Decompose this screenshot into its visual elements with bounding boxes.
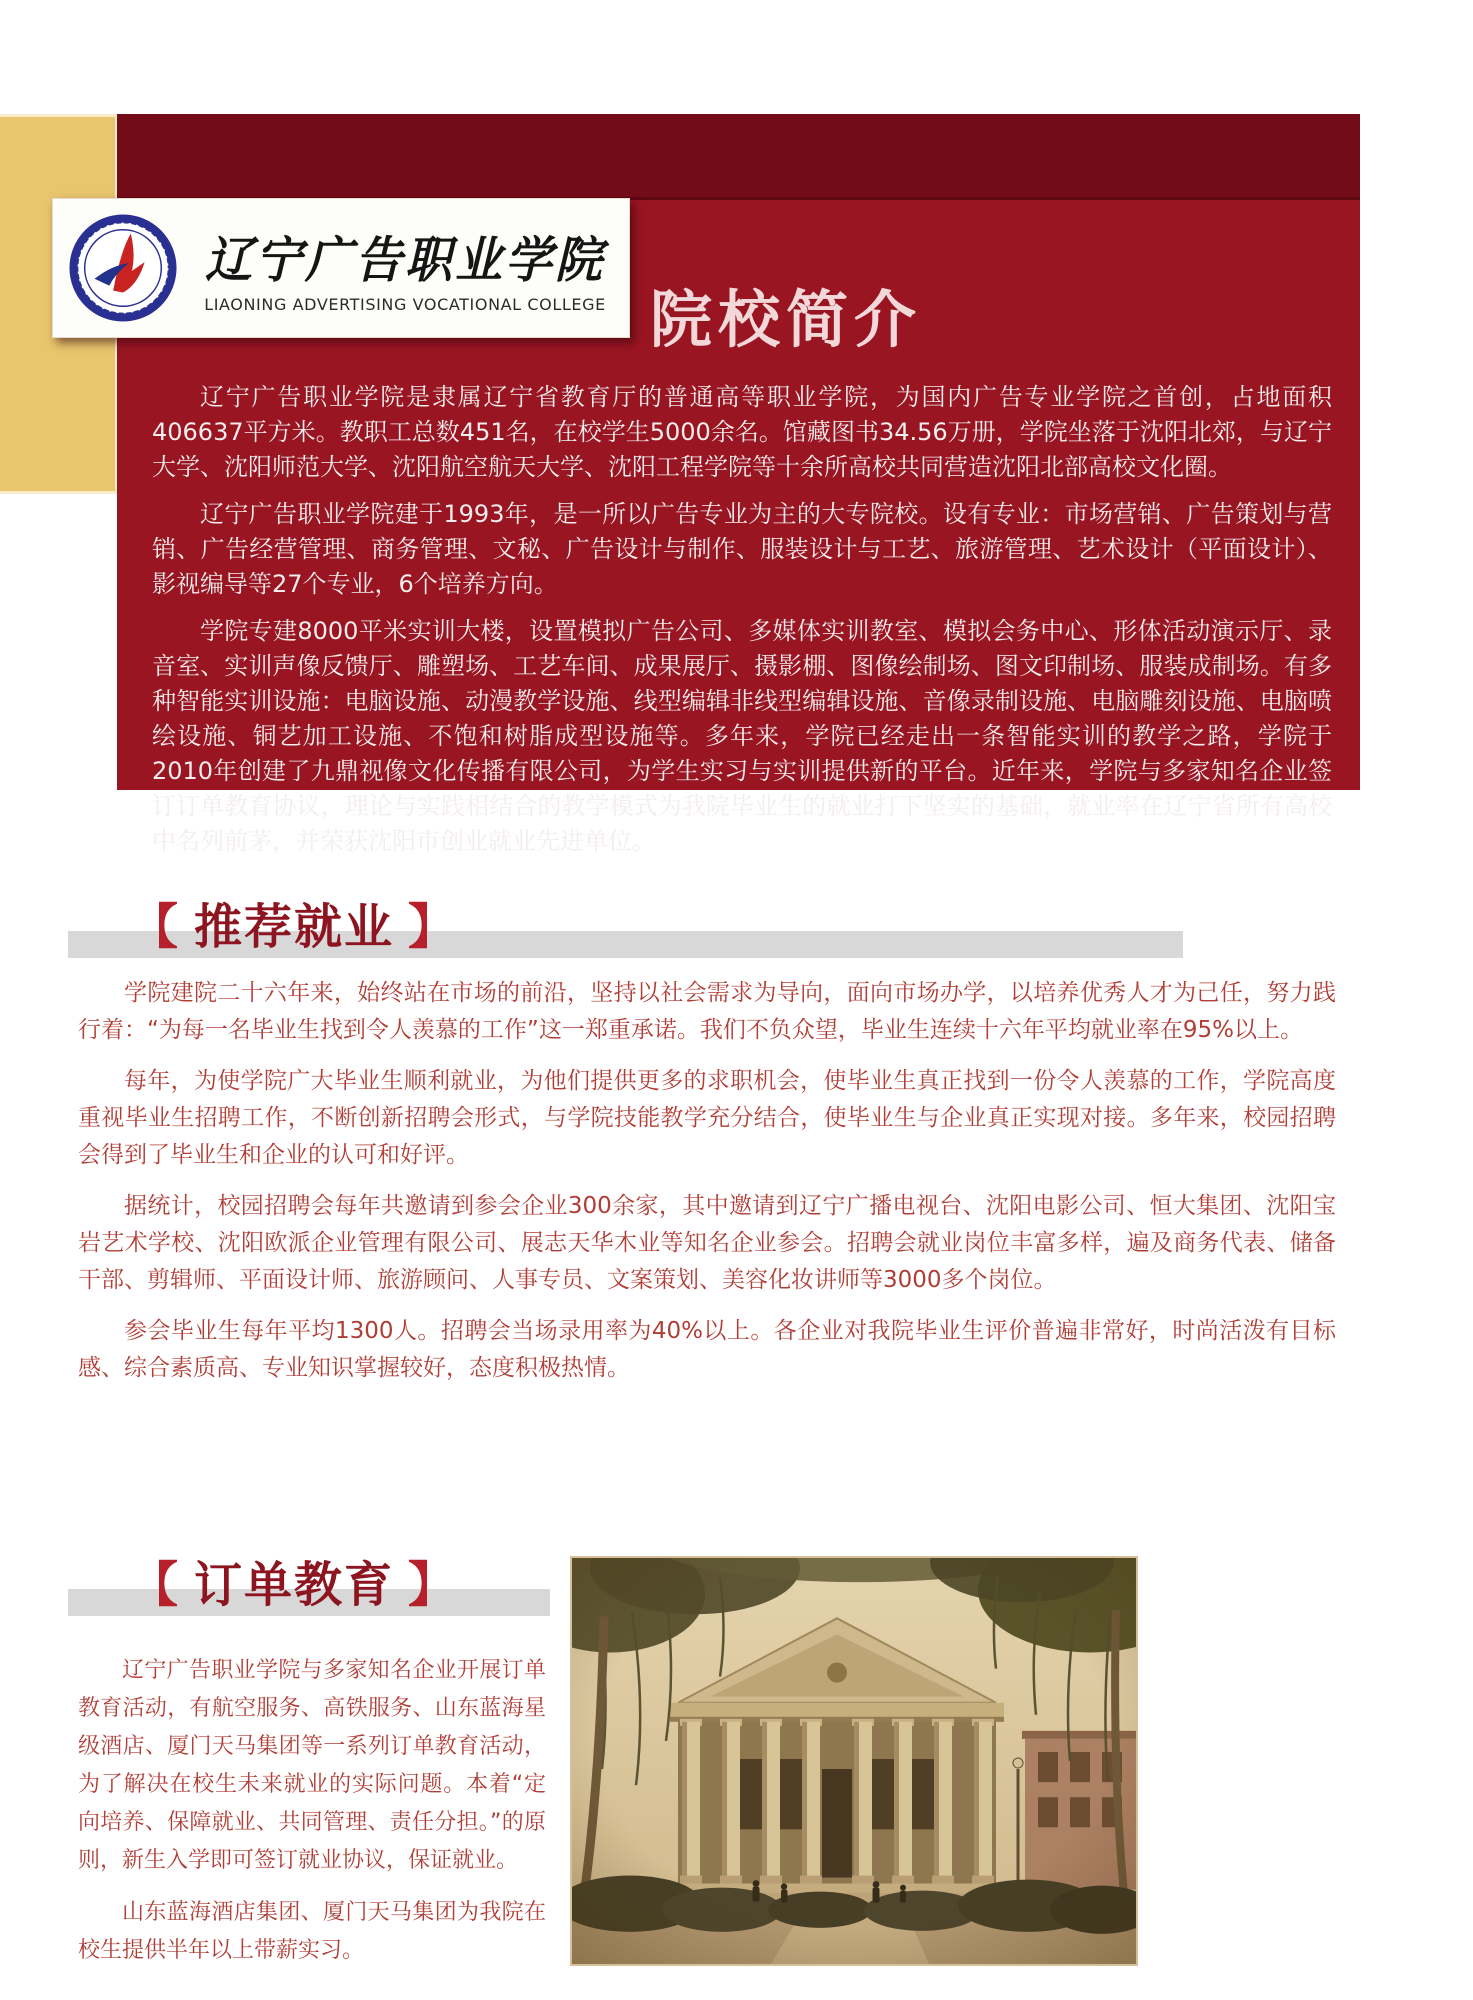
employment-paragraph-1: 学院建院二十六年来，始终站在市场的前沿，坚持以社会需求为导向，面向市场办学，以培养优秀人才为己任，努力践行着：“为每一名毕业生找到令人羡慕的工作”这一郑重承诺。我们不负众望，毕业生连续十六年平均就业率在95%以上。 [78,980,1336,1043]
order-education-paragraph-1: 辽宁广告职业学院与多家知名企业开展订单教育活动，有航空服务、高铁服务、山东蓝海星级酒店、厦门天马集团等一系列订单教育活动，为了解决在校生未来就业的实际问题。本着“定向培养、保障就业、共同管理、责任分担。”的原则，新生入学即可签订就业协议，保证就业。 [78,1658,546,1873]
order-education-paragraph-2: 山东蓝海酒店集团、厦门天马集团为我院在校生提供半年以上带薪实习。 [78,1900,546,1963]
employment-paragraph-4: 参会毕业生每年平均1300人。招聘会当场录用率为40%以上。各企业对我院毕业生评价普遍非常好，时尚活泼有目标感、综合素质高、专业知识掌握较好，态度积极热情。 [78,1318,1336,1381]
college-name-block [191,223,619,314]
intro-top-band [117,114,1360,200]
employment-paragraphs [78,975,1336,1401]
campus-building-photo [570,1556,1138,1966]
page-title: 院校简介 [650,283,923,356]
section-title-order-education [130,1546,458,1615]
college-logo-icon [69,214,177,322]
intro-paragraph-1: 辽宁广告职业学院是隶属辽宁省教育厅的普通高等职业学院，为国内广告专业学院之首创，占地面积406637平方米。教职工总数451名，在校学生5000余名。馆藏图书34.56万册，学院坐落于沈阳北郊，与辽宁大学、沈阳师范大学、沈阳航空航天大学、沈阳工程学院等十余所高校共同营造沈阳北部高校文化圈。 [152,383,1332,481]
section-title-employment [130,888,458,957]
employment-paragraph-3: 据统计，校园招聘会每年共邀请到参会企业300余家，其中邀请到辽宁广播电视台、沈阳电影公司、恒大集团、沈阳宝岩艺术学校、沈阳欧派企业管理有限公司、展志天华木业等知名企业参会。招聘会就业岗位丰富多样，遍及商务代表、储备干部、剪辑师、平面设计师、旅游顾问、人事专员、文案策划、美容化妆讲师等3000多个岗位。 [78,1193,1336,1293]
college-name-en: LIAONING ADVERTISING VOCATIONAL COLLEGE [204,294,606,314]
bracket-open: 【 [130,1557,181,1613]
bracket-close: 】 [408,899,459,955]
college-logo-card [52,198,630,338]
bracket-open: 【 [130,899,181,955]
section-title-text-order-education: 订单教育 [194,1557,395,1613]
employment-paragraph-2: 每年，为使学院广大毕业生顺利就业，为他们提供更多的求职机会，使毕业生真正找到一份令人羡慕的工作，学院高度重视毕业生招聘工作，不断创新招聘会形式，与学院技能教学充分结合，使毕业生与企业真正实现对接。多年来，校园招聘会得到了毕业生和企业的认可和好评。 [78,1068,1336,1168]
section-title-text-employment: 推荐就业 [194,899,395,955]
order-education-paragraphs [78,1652,546,1984]
college-name-zh: 辽宁广告职业学院 [205,231,605,290]
intro-paragraphs [152,380,1332,871]
intro-paragraph-2: 辽宁广告职业学院建于1993年，是一所以广告专业为主的大专院校。设有专业：市场营销、广告策划与营销、广告经营管理、商务管理、文秘、广告设计与制作、服装设计与工艺、旅游管理、艺术设计（平面设计）、影视编导等27个专业，6个培养方向。 [152,500,1332,598]
bracket-close: 】 [408,1557,459,1613]
intro-paragraph-3: 学院专建8000平米实训大楼，设置模拟广告公司、多媒体实训教室、模拟会务中心、形体活动演示厅、录音室、实训声像反馈厅、雕塑场、工艺车间、成果展厅、摄影棚、图像绘制场、图文印制场、服装成制场。有多种智能实训设施：电脑设施、动漫教学设施、线型编辑非线型编辑设施、音像录制设施、电脑雕刻设施、电脑喷绘设施、铜艺加工设施、不饱和树脂成型设施等。多年来，学院已经走出一条智能实训的教学之路，学院于2010年创建了九鼎视像文化传播有限公司，为学生实习与实训提供新的平台。近年来，学院与多家知名企业签订订单教育协议，理论与实践相结合的教学模式为我院毕业生的就业打下坚实的基础，就业率在辽宁省所有高校中名列前茅，并荣获沈阳市创业就业先进单位。 [152,617,1332,855]
